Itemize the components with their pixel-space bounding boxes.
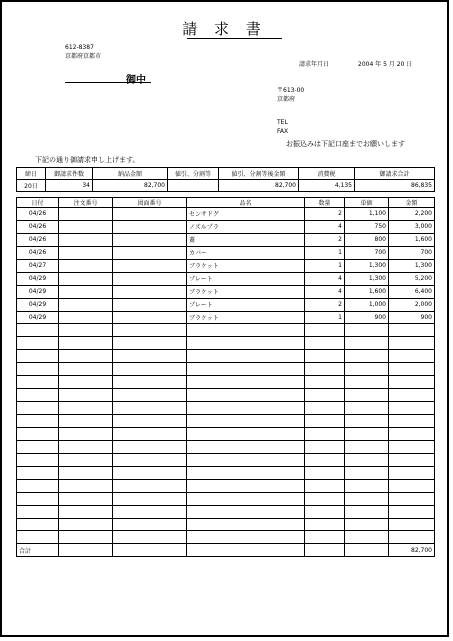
row-order-number	[59, 272, 113, 285]
table-row	[17, 298, 435, 311]
row-date	[17, 479, 59, 492]
row-drawing-number	[113, 363, 187, 376]
summary-discount	[168, 180, 219, 192]
row-drawing-number	[113, 531, 187, 544]
row-item-name: ブラケット	[187, 285, 305, 298]
row-unit-price	[345, 402, 389, 415]
summary-header-cell: 締日	[17, 168, 46, 180]
row-item-name: ブラケット	[187, 311, 305, 324]
row-item-name	[187, 492, 305, 505]
row-date	[17, 453, 59, 466]
row-unit-price	[345, 466, 389, 479]
table-row	[17, 415, 435, 428]
summary-header-cell: 御請求合計	[355, 168, 435, 180]
row-quantity: 4	[305, 220, 345, 233]
row-date	[17, 531, 59, 544]
row-drawing-number	[113, 350, 187, 363]
row-item-name	[187, 324, 305, 337]
row-drawing-number	[113, 311, 187, 324]
total-label: 合計	[17, 544, 59, 557]
detail-header-cell: 注文番号	[59, 198, 113, 208]
row-unit-price	[345, 427, 389, 440]
row-unit-price: 900	[345, 311, 389, 324]
row-date	[17, 402, 59, 415]
row-order-number	[59, 427, 113, 440]
row-order-number	[59, 518, 113, 531]
row-date	[17, 466, 59, 479]
row-amount: 5,200	[389, 272, 435, 285]
summary-table	[16, 167, 435, 192]
summary-after-discount: 82,700	[219, 180, 299, 192]
row-order-number	[59, 505, 113, 518]
row-quantity: 1	[305, 246, 345, 259]
row-quantity	[305, 518, 345, 531]
summary-total: 86,835	[355, 180, 435, 192]
row-quantity	[305, 350, 345, 363]
row-quantity: 2	[305, 298, 345, 311]
row-order-number	[59, 324, 113, 337]
row-date	[17, 376, 59, 389]
row-amount	[389, 505, 435, 518]
row-drawing-number	[113, 518, 187, 531]
table-row	[17, 246, 435, 259]
summary-value-row	[17, 180, 435, 192]
row-order-number	[59, 415, 113, 428]
table-row	[17, 220, 435, 233]
issuer-address: 京都府	[277, 96, 296, 103]
billing-date-value: 2004 年 5 月 20 日	[358, 61, 413, 68]
row-amount	[389, 531, 435, 544]
row-drawing-number	[113, 324, 187, 337]
detail-total-row	[17, 544, 435, 557]
row-item-name: ノズルプラ	[187, 220, 305, 233]
row-amount	[389, 479, 435, 492]
row-amount	[389, 337, 435, 350]
row-date	[17, 518, 59, 531]
row-drawing-number	[113, 427, 187, 440]
row-drawing-number	[113, 402, 187, 415]
table-row	[17, 402, 435, 415]
detail-header-cell: 数量	[305, 198, 345, 208]
row-drawing-number	[113, 246, 187, 259]
table-row	[17, 259, 435, 272]
row-amount	[389, 466, 435, 479]
intro-text: 下記の通り御請求申し上げます。	[35, 156, 140, 164]
row-amount: 700	[389, 246, 435, 259]
row-quantity	[305, 389, 345, 402]
detail-header-cell: 品名	[187, 198, 305, 208]
row-unit-price: 800	[345, 233, 389, 246]
row-quantity	[305, 492, 345, 505]
table-row	[17, 324, 435, 337]
row-date	[17, 415, 59, 428]
row-amount	[389, 402, 435, 415]
table-row	[17, 453, 435, 466]
summary-closing-day: 20日	[17, 180, 46, 192]
row-item-name	[187, 518, 305, 531]
row-amount	[389, 324, 435, 337]
row-unit-price	[345, 337, 389, 350]
table-row	[17, 208, 435, 221]
row-order-number	[59, 389, 113, 402]
row-date: 04/26	[17, 208, 59, 221]
row-amount: 1,300	[389, 259, 435, 272]
row-unit-price	[345, 389, 389, 402]
row-amount	[389, 453, 435, 466]
row-quantity	[305, 402, 345, 415]
row-order-number	[59, 402, 113, 415]
row-unit-price: 750	[345, 220, 389, 233]
row-quantity	[305, 337, 345, 350]
row-drawing-number	[113, 376, 187, 389]
row-quantity: 2	[305, 233, 345, 246]
row-unit-price	[345, 479, 389, 492]
row-drawing-number	[113, 389, 187, 402]
row-item-name	[187, 505, 305, 518]
row-date: 04/29	[17, 298, 59, 311]
row-amount	[389, 492, 435, 505]
row-drawing-number	[113, 453, 187, 466]
row-unit-price: 1,100	[345, 208, 389, 221]
summary-delivery-amount: 82,700	[93, 180, 168, 192]
row-item-name: プレート	[187, 272, 305, 285]
row-order-number	[59, 285, 113, 298]
row-order-number	[59, 259, 113, 272]
recipient-suffix: 御中	[126, 75, 146, 86]
summary-header-cell: 消費税	[299, 168, 355, 180]
row-order-number	[59, 376, 113, 389]
row-item-name	[187, 479, 305, 492]
table-row	[17, 337, 435, 350]
row-unit-price	[345, 440, 389, 453]
row-quantity	[305, 466, 345, 479]
row-order-number	[59, 453, 113, 466]
row-order-number	[59, 298, 113, 311]
billing-date-label: 請求年月日	[299, 61, 330, 68]
row-quantity	[305, 440, 345, 453]
row-date: 04/29	[17, 272, 59, 285]
table-row	[17, 285, 435, 298]
row-date	[17, 440, 59, 453]
row-date	[17, 427, 59, 440]
total-empty-cell	[305, 544, 345, 557]
row-amount	[389, 376, 435, 389]
document-title: 請 求 書	[182, 20, 267, 38]
row-unit-price	[345, 363, 389, 376]
row-unit-price	[345, 376, 389, 389]
total-empty-cell	[59, 544, 113, 557]
total-empty-cell	[187, 544, 305, 557]
row-amount: 2,000	[389, 298, 435, 311]
row-drawing-number	[113, 272, 187, 285]
row-unit-price	[345, 505, 389, 518]
row-item-name: カバー	[187, 246, 305, 259]
row-item-name: センサドグ	[187, 208, 305, 221]
row-unit-price	[345, 531, 389, 544]
table-row	[17, 350, 435, 363]
row-item-name: プレート	[187, 298, 305, 311]
row-amount	[389, 363, 435, 376]
payment-note: お振込みは下記口座までお願いします	[286, 140, 405, 148]
row-order-number	[59, 208, 113, 221]
sender-postal: 612-8387	[65, 44, 94, 51]
row-date: 04/29	[17, 311, 59, 324]
row-amount: 6,400	[389, 285, 435, 298]
row-amount	[389, 415, 435, 428]
total-empty-cell	[113, 544, 187, 557]
row-date: 04/29	[17, 285, 59, 298]
row-unit-price: 1,000	[345, 298, 389, 311]
recipient-underline	[65, 82, 151, 83]
row-drawing-number	[113, 220, 187, 233]
row-date: 04/26	[17, 233, 59, 246]
table-row	[17, 376, 435, 389]
row-drawing-number	[113, 415, 187, 428]
row-item-name	[187, 531, 305, 544]
row-amount	[389, 440, 435, 453]
table-row	[17, 233, 435, 246]
table-row	[17, 492, 435, 505]
row-order-number	[59, 531, 113, 544]
row-amount: 3,000	[389, 220, 435, 233]
row-drawing-number	[113, 259, 187, 272]
summary-tax: 4,135	[299, 180, 355, 192]
row-amount: 1,600	[389, 233, 435, 246]
row-quantity: 2	[305, 208, 345, 221]
row-item-name	[187, 453, 305, 466]
row-unit-price	[345, 492, 389, 505]
table-row	[17, 505, 435, 518]
row-order-number	[59, 350, 113, 363]
detail-header-cell: 単価	[345, 198, 389, 208]
summary-header-cell: 値引、分割等後金額	[219, 168, 299, 180]
row-item-name: ブラケット	[187, 259, 305, 272]
row-unit-price	[345, 453, 389, 466]
row-order-number	[59, 466, 113, 479]
summary-header-cell: 御請求件数	[46, 168, 93, 180]
row-order-number	[59, 479, 113, 492]
row-unit-price: 1,300	[345, 272, 389, 285]
row-drawing-number	[113, 492, 187, 505]
total-amount: 82,700	[389, 544, 435, 557]
row-unit-price	[345, 518, 389, 531]
detail-table	[16, 197, 435, 557]
summary-count: 34	[46, 180, 93, 192]
row-amount: 2,200	[389, 208, 435, 221]
row-drawing-number	[113, 505, 187, 518]
row-unit-price: 700	[345, 246, 389, 259]
table-row	[17, 427, 435, 440]
row-amount: 900	[389, 311, 435, 324]
row-quantity	[305, 453, 345, 466]
table-row	[17, 466, 435, 479]
issuer-postal: 〒613-00	[277, 87, 305, 94]
row-item-name	[187, 337, 305, 350]
row-amount	[389, 389, 435, 402]
row-quantity	[305, 415, 345, 428]
row-date: 04/27	[17, 259, 59, 272]
row-date: 04/26	[17, 220, 59, 233]
row-date: 04/26	[17, 246, 59, 259]
row-drawing-number	[113, 233, 187, 246]
row-amount	[389, 350, 435, 363]
sender-address: 京都府京都市	[65, 53, 102, 60]
row-order-number	[59, 246, 113, 259]
row-quantity	[305, 479, 345, 492]
title-underline	[187, 38, 282, 39]
summary-header-row	[17, 168, 435, 180]
row-order-number	[59, 220, 113, 233]
row-item-name	[187, 466, 305, 479]
summary-header-cell: 納品金額	[93, 168, 168, 180]
table-row	[17, 311, 435, 324]
row-item-name	[187, 376, 305, 389]
row-drawing-number	[113, 440, 187, 453]
row-order-number	[59, 492, 113, 505]
detail-header-cell: 日付	[17, 198, 59, 208]
row-item-name	[187, 440, 305, 453]
detail-header-cell: 金額	[389, 198, 435, 208]
row-unit-price	[345, 415, 389, 428]
row-order-number	[59, 363, 113, 376]
row-drawing-number	[113, 479, 187, 492]
row-quantity: 4	[305, 272, 345, 285]
row-quantity	[305, 324, 345, 337]
table-row	[17, 363, 435, 376]
detail-header-row	[17, 198, 435, 208]
issuer-tel-label: TEL	[277, 119, 288, 126]
row-quantity	[305, 505, 345, 518]
summary-header-cell: 値引、分割等	[168, 168, 219, 180]
row-drawing-number	[113, 285, 187, 298]
row-quantity	[305, 376, 345, 389]
row-quantity: 1	[305, 311, 345, 324]
row-item-name	[187, 427, 305, 440]
row-date	[17, 350, 59, 363]
row-item-name	[187, 402, 305, 415]
row-quantity: 4	[305, 285, 345, 298]
table-row	[17, 531, 435, 544]
table-row	[17, 389, 435, 402]
row-date	[17, 505, 59, 518]
row-order-number	[59, 440, 113, 453]
row-date	[17, 337, 59, 350]
row-date	[17, 492, 59, 505]
row-drawing-number	[113, 466, 187, 479]
row-unit-price	[345, 324, 389, 337]
row-order-number	[59, 311, 113, 324]
detail-header-cell: 図面番号	[113, 198, 187, 208]
table-row	[17, 272, 435, 285]
row-amount	[389, 427, 435, 440]
row-quantity	[305, 531, 345, 544]
row-amount	[389, 518, 435, 531]
issuer-fax-label: FAX	[277, 128, 289, 135]
row-date	[17, 324, 59, 337]
table-row	[17, 479, 435, 492]
row-item-name	[187, 389, 305, 402]
row-unit-price	[345, 350, 389, 363]
table-row	[17, 518, 435, 531]
table-row	[17, 440, 435, 453]
row-item-name	[187, 415, 305, 428]
row-drawing-number	[113, 337, 187, 350]
row-unit-price: 1,600	[345, 285, 389, 298]
row-order-number	[59, 337, 113, 350]
total-empty-cell	[345, 544, 389, 557]
row-quantity: 1	[305, 259, 345, 272]
row-date	[17, 389, 59, 402]
row-item-name: 蓋	[187, 233, 305, 246]
row-drawing-number	[113, 298, 187, 311]
row-unit-price: 1,300	[345, 259, 389, 272]
row-quantity	[305, 363, 345, 376]
row-date	[17, 363, 59, 376]
row-item-name	[187, 350, 305, 363]
row-item-name	[187, 363, 305, 376]
row-quantity	[305, 427, 345, 440]
row-drawing-number	[113, 208, 187, 221]
row-order-number	[59, 233, 113, 246]
